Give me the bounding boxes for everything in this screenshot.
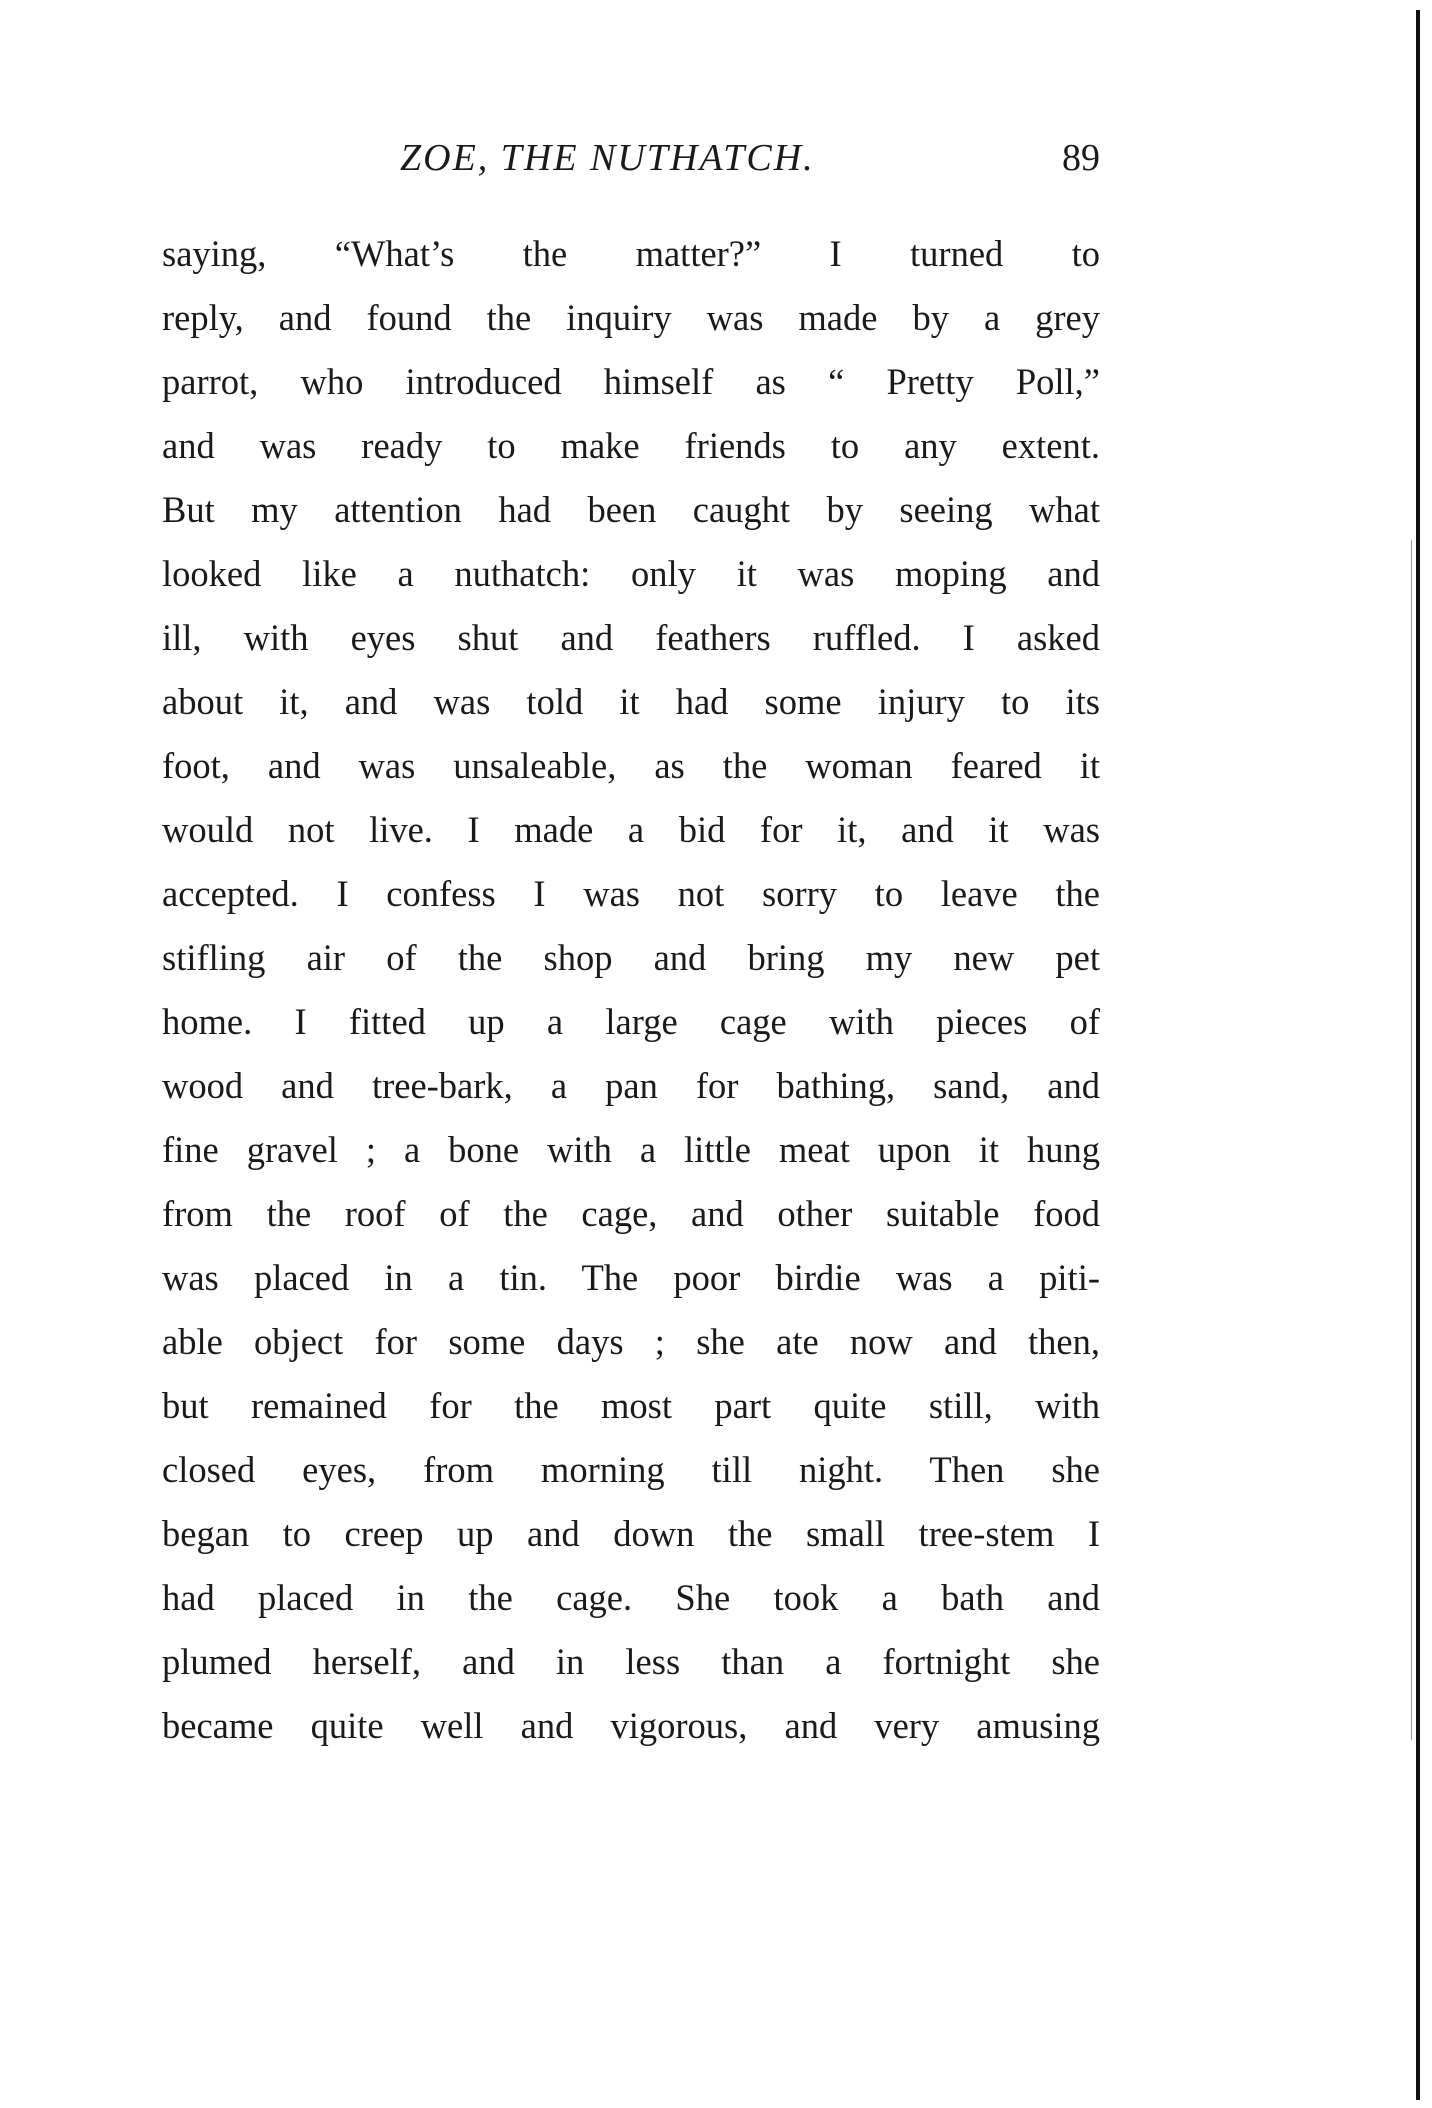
text-line: about it, and was told it had some injury to its	[162, 681, 1100, 722]
running-title: ZOE, THE NUTHATCH.	[400, 137, 815, 179]
text-line: fine gravel ; a bone with a little meat upon it hung	[162, 1129, 1100, 1170]
body-text	[162, 222, 1100, 1758]
page-edge-line	[1411, 540, 1412, 1740]
text-line: reply, and found the inquiry was made by a grey	[162, 297, 1100, 338]
text-line: would not live. I made a bid for it, and it was	[162, 809, 1100, 850]
text-line: home. I fitted up a large cage with pieces of	[162, 1001, 1100, 1042]
text-line: wood and tree-bark, a pan for bathing, sand, and	[162, 1065, 1100, 1106]
text-line: plumed herself, and in less than a fortnight she	[162, 1641, 1100, 1682]
text-line: looked like a nuthatch: only it was moping and	[162, 553, 1100, 594]
text-line: had placed in the cage. She took a bath and	[162, 1577, 1100, 1618]
text-line: but remained for the most part quite still, with	[162, 1385, 1100, 1426]
text-line: became quite well and vigorous, and very amusing	[162, 1705, 1100, 1746]
text-line: saying, “What’s the matter?” I turned to	[162, 233, 1100, 274]
text-line: But my attention had been caught by seeing what	[162, 489, 1100, 530]
text-line: from the roof of the cage, and other suitable food	[162, 1193, 1100, 1234]
text-line: began to creep up and down the small tree-stem I	[162, 1513, 1100, 1554]
text-line: accepted. I confess I was not sorry to leave the	[162, 873, 1100, 914]
text-line: and was ready to make friends to any extent.	[162, 425, 1100, 466]
text-line: ill, with eyes shut and feathers ruffled. I asked	[162, 617, 1100, 658]
text-line: stifling air of the shop and bring my new pet	[162, 937, 1100, 978]
running-head	[160, 136, 1100, 186]
page-number: 89	[1062, 137, 1100, 179]
text-line: able object for some days ; she ate now and then,	[162, 1321, 1100, 1362]
page-edge-shadow	[1416, 10, 1420, 2100]
text-line: parrot, who introduced himself as “ Pretty Poll,”	[162, 361, 1100, 402]
text-line: foot, and was unsaleable, as the woman feared it	[162, 745, 1100, 786]
text-line: was placed in a tin. The poor birdie was a piti-	[162, 1257, 1100, 1298]
text-line: closed eyes, from morning till night. Then she	[162, 1449, 1100, 1490]
